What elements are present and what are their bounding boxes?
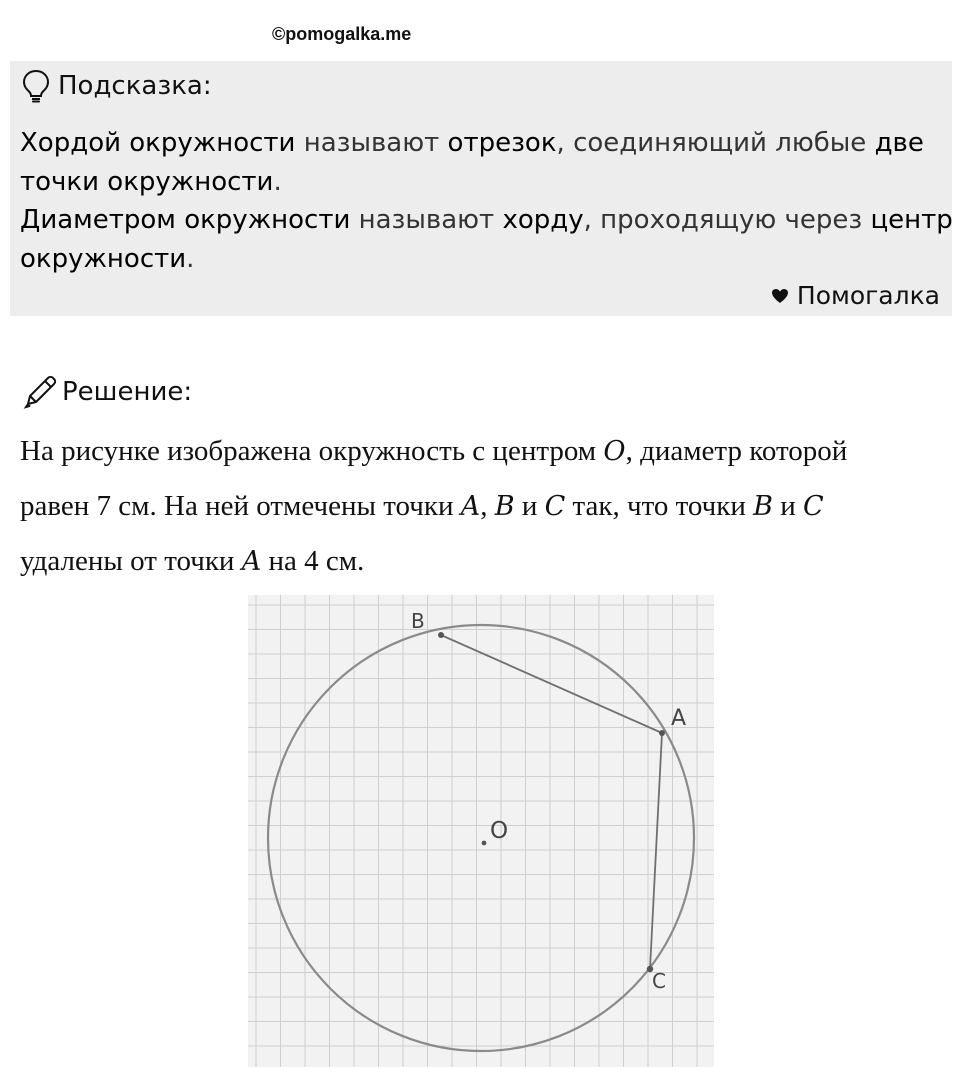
circle-figure bbox=[248, 595, 714, 1067]
hint-line bbox=[20, 124, 940, 163]
math-symbol: A bbox=[460, 491, 481, 522]
solution-run: , bbox=[480, 490, 495, 522]
point-o bbox=[482, 841, 487, 846]
solution-line bbox=[20, 424, 940, 479]
hint-run: Диаметром окружности bbox=[20, 205, 351, 235]
pencil-icon bbox=[22, 374, 58, 410]
solution-run: и bbox=[772, 490, 804, 522]
point-b bbox=[438, 632, 444, 638]
solution-line bbox=[20, 479, 940, 534]
math-symbol: C bbox=[803, 491, 824, 522]
hint-run: , соединяющий любые bbox=[556, 128, 875, 158]
heart-icon bbox=[771, 288, 789, 304]
math-symbol: B bbox=[494, 491, 515, 522]
figure-paper bbox=[248, 595, 714, 1067]
label-a: A bbox=[671, 706, 687, 731]
hint-title-text: Подсказка: bbox=[58, 71, 212, 101]
watermark: ©pomogalka.me bbox=[272, 24, 412, 44]
solution-line bbox=[20, 534, 940, 589]
label-o: O bbox=[490, 818, 509, 844]
hint-run: называют bbox=[295, 128, 448, 158]
solution-run: , диаметр которой bbox=[625, 435, 848, 467]
hint-title bbox=[22, 68, 212, 104]
solution-run: равен 7 см. На ней отмечены точки bbox=[20, 490, 461, 522]
solution-run: и bbox=[514, 490, 545, 522]
signature bbox=[771, 281, 940, 310]
hint-line bbox=[20, 201, 953, 240]
hint-run: Хордой окружности bbox=[20, 128, 296, 158]
signature-text: Помогалка bbox=[796, 281, 940, 310]
hint-run: . bbox=[186, 243, 195, 274]
math-symbol: O bbox=[603, 436, 626, 467]
point-a bbox=[659, 730, 665, 736]
hint-run: хорду bbox=[502, 205, 584, 235]
hint-run: называют bbox=[350, 205, 503, 235]
math-symbol: A bbox=[241, 546, 262, 577]
solution-title-text: Решение: bbox=[62, 377, 193, 407]
solution-text bbox=[20, 424, 940, 589]
solution-run: на 4 см. bbox=[261, 545, 365, 577]
label-b: B bbox=[411, 609, 425, 633]
hint-run: , проходящую через bbox=[583, 205, 871, 235]
hint-text bbox=[20, 124, 953, 278]
hint-run: отрезок bbox=[447, 128, 557, 158]
hint-run: точки окружности bbox=[20, 166, 274, 197]
solution-run: удалены от точки bbox=[20, 545, 242, 577]
hint-run: окружности bbox=[20, 243, 187, 274]
solution-run: так, что точки bbox=[565, 490, 754, 522]
hint-run: . bbox=[273, 166, 282, 197]
hint-run: две bbox=[874, 128, 924, 158]
hint-run: центр bbox=[870, 205, 953, 235]
hint-line bbox=[20, 163, 940, 202]
lightbulb-icon bbox=[22, 69, 50, 103]
solution-title bbox=[22, 372, 192, 412]
hint-line bbox=[20, 240, 940, 279]
math-symbol: B bbox=[753, 491, 773, 522]
solution-run: На рисунке изображена окружность с центром bbox=[20, 435, 604, 467]
label-c: C bbox=[652, 969, 666, 993]
math-symbol: C bbox=[544, 491, 566, 522]
